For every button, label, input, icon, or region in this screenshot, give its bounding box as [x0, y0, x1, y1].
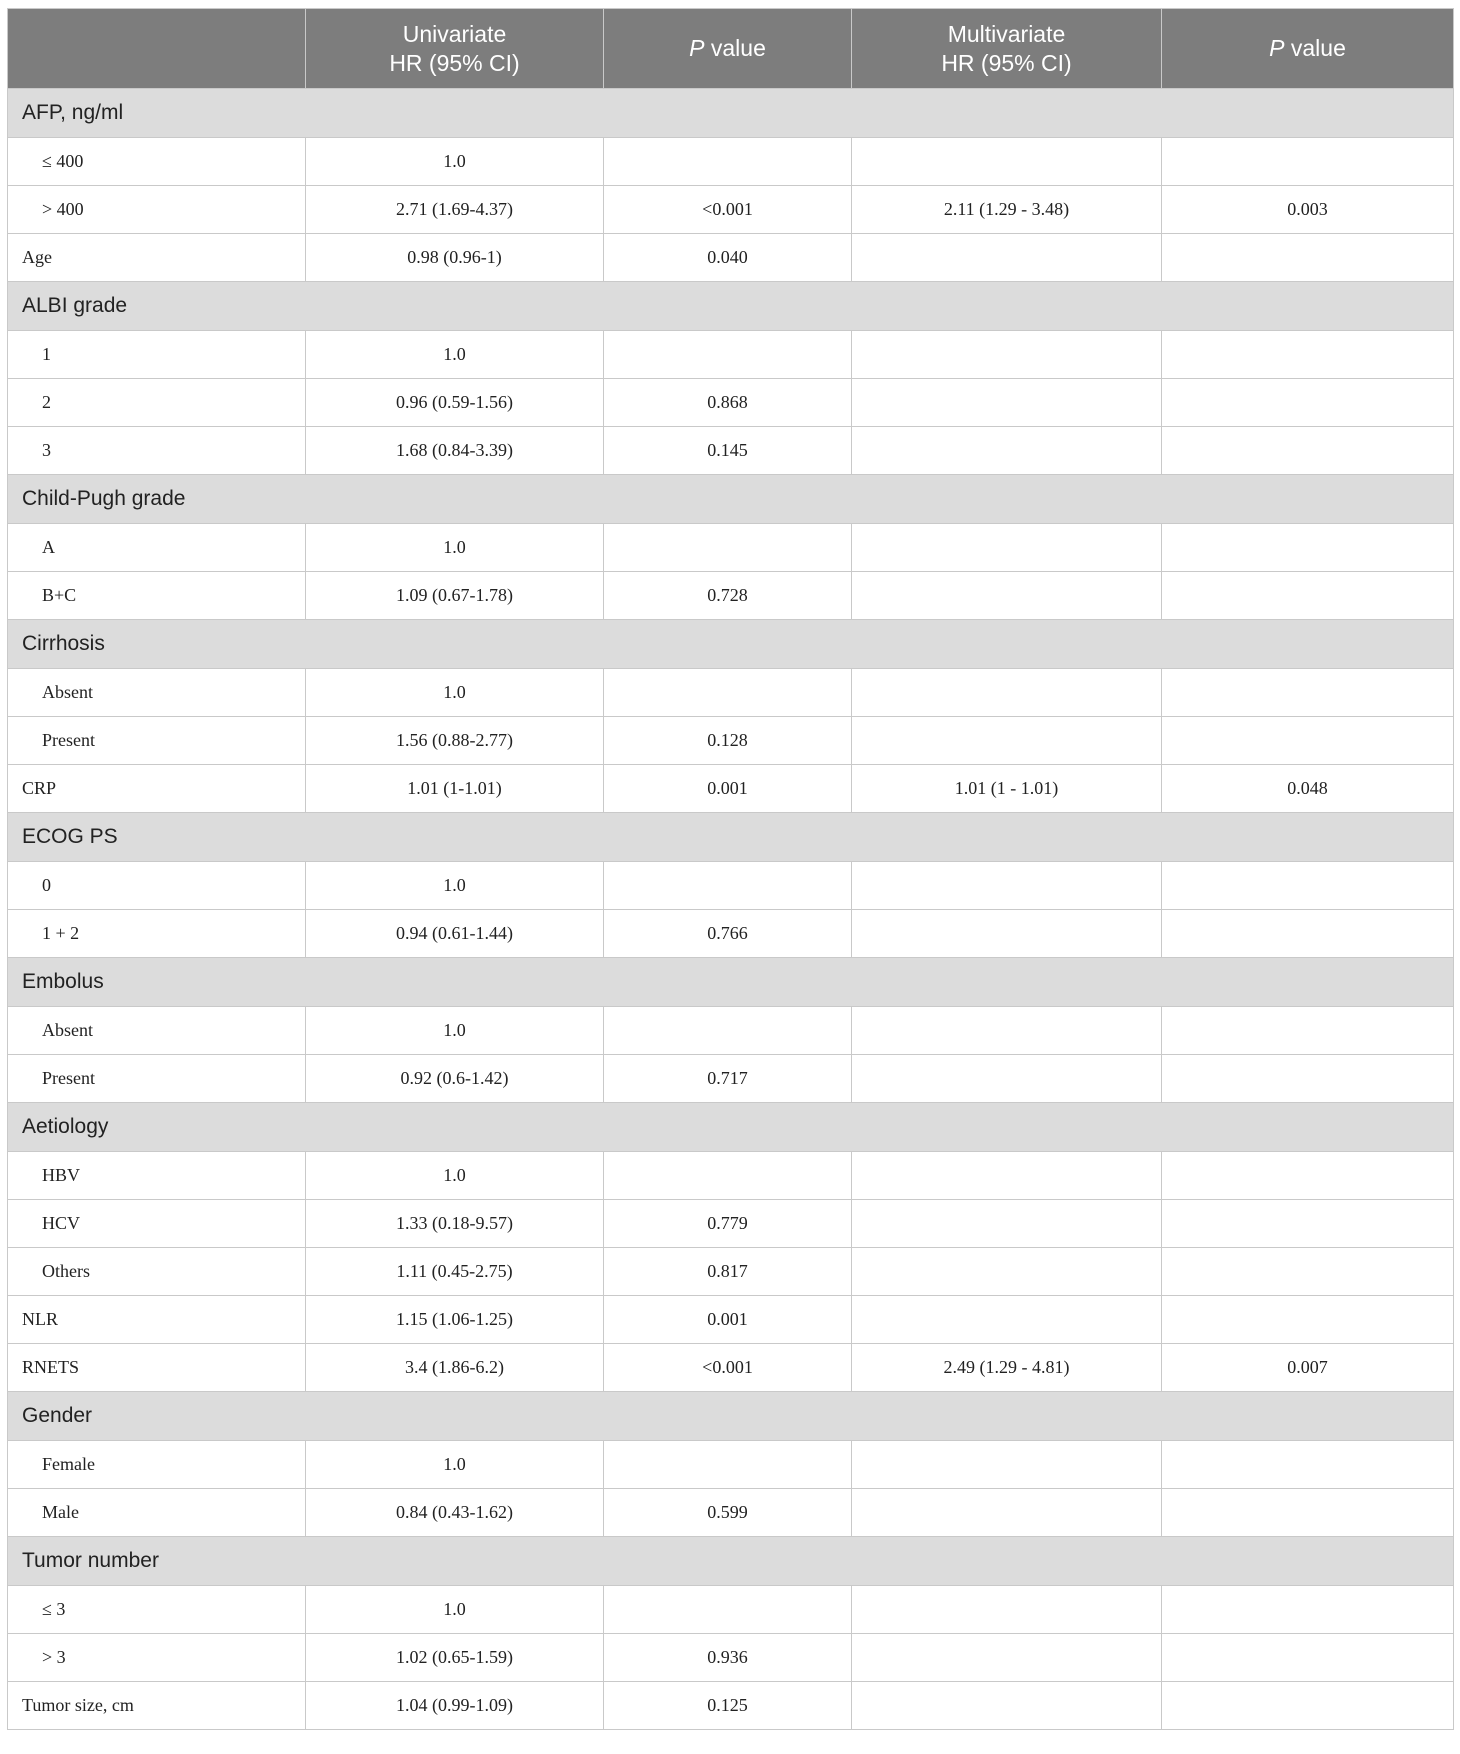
- table-row: [8, 1489, 1454, 1537]
- table-row: [8, 765, 1454, 813]
- variable-label: > 3: [8, 1634, 306, 1682]
- univariate-p-cell: [604, 862, 852, 910]
- multivariate-p-cell: [1162, 1248, 1454, 1296]
- multivariate-p-cell: [1162, 427, 1454, 475]
- multivariate-p-cell: [1162, 138, 1454, 186]
- univariate-hr-cell: 0.84 (0.43-1.62): [306, 1489, 604, 1537]
- univariate-p-cell: 0.145: [604, 427, 852, 475]
- multivariate-p-cell: [1162, 862, 1454, 910]
- univariate-p-cell: 0.001: [604, 1296, 852, 1344]
- section-label: Tumor number: [8, 1537, 1454, 1586]
- univariate-p-cell: 0.936: [604, 1634, 852, 1682]
- univariate-p-cell: 0.599: [604, 1489, 852, 1537]
- multivariate-p-cell: [1162, 379, 1454, 427]
- table-row: [8, 1248, 1454, 1296]
- multivariate-p-cell: [1162, 524, 1454, 572]
- table-row: [8, 1296, 1454, 1344]
- section-label: Aetiology: [8, 1103, 1454, 1152]
- multivariate-p-cell: [1162, 1200, 1454, 1248]
- univariate-hr-cell: 1.02 (0.65-1.59): [306, 1634, 604, 1682]
- univariate-hr-cell: 1.33 (0.18-9.57): [306, 1200, 604, 1248]
- variable-label: A: [8, 524, 306, 572]
- header-p-rest: value: [704, 35, 766, 61]
- variable-label: RNETS: [8, 1344, 306, 1392]
- variable-label: HCV: [8, 1200, 306, 1248]
- multivariate-p-cell: [1162, 717, 1454, 765]
- multivariate-p-cell: [1162, 1634, 1454, 1682]
- multivariate-hr-cell: [852, 1055, 1162, 1103]
- univariate-p-cell: 0.817: [604, 1248, 852, 1296]
- multivariate-p-cell: [1162, 1007, 1454, 1055]
- variable-label: Present: [8, 1055, 306, 1103]
- header-p-rest: value: [1284, 35, 1346, 61]
- table-body: [8, 89, 1454, 1730]
- multivariate-hr-cell: [852, 1441, 1162, 1489]
- table-row: [8, 1634, 1454, 1682]
- univariate-p-cell: [604, 138, 852, 186]
- multivariate-p-cell: [1162, 669, 1454, 717]
- multivariate-p-cell: [1162, 1682, 1454, 1730]
- variable-label: Tumor size, cm: [8, 1682, 306, 1730]
- regression-table-container: [7, 8, 1453, 1730]
- univariate-hr-cell: 0.96 (0.59-1.56): [306, 379, 604, 427]
- variable-label: 1 + 2: [8, 910, 306, 958]
- univariate-p-cell: [604, 1586, 852, 1634]
- header-row: [8, 9, 1454, 89]
- table-row: [8, 1152, 1454, 1200]
- multivariate-hr-cell: [852, 1586, 1162, 1634]
- table-row: [8, 1441, 1454, 1489]
- cox-regression-table: [7, 8, 1454, 1730]
- univariate-p-cell: 0.040: [604, 234, 852, 282]
- multivariate-p-cell: [1162, 1441, 1454, 1489]
- multivariate-hr-cell: [852, 1152, 1162, 1200]
- univariate-p-cell: <0.001: [604, 1344, 852, 1392]
- table-row: [8, 234, 1454, 282]
- multivariate-p-cell: 0.007: [1162, 1344, 1454, 1392]
- multivariate-hr-cell: [852, 1489, 1162, 1537]
- header-univariate-subtitle: HR (95% CI): [389, 49, 520, 76]
- multivariate-p-cell: [1162, 572, 1454, 620]
- variable-label: Female: [8, 1441, 306, 1489]
- variable-label: 3: [8, 427, 306, 475]
- variable-label: B+C: [8, 572, 306, 620]
- multivariate-p-cell: [1162, 331, 1454, 379]
- multivariate-hr-cell: [852, 138, 1162, 186]
- univariate-p-cell: 0.125: [604, 1682, 852, 1730]
- univariate-hr-cell: 1.0: [306, 524, 604, 572]
- table-row: [8, 1344, 1454, 1392]
- table-row: [8, 572, 1454, 620]
- multivariate-hr-cell: 2.49 (1.29 - 4.81): [852, 1344, 1162, 1392]
- variable-label: HBV: [8, 1152, 306, 1200]
- variable-label: 1: [8, 331, 306, 379]
- section-row: [8, 1392, 1454, 1441]
- header-multivariate-subtitle: HR (95% CI): [941, 49, 1072, 76]
- univariate-p-cell: 0.779: [604, 1200, 852, 1248]
- multivariate-hr-cell: [852, 572, 1162, 620]
- multivariate-p-cell: [1162, 910, 1454, 958]
- univariate-p-cell: [604, 1007, 852, 1055]
- multivariate-hr-cell: 2.11 (1.29 - 3.48): [852, 186, 1162, 234]
- table-row: [8, 862, 1454, 910]
- multivariate-p-cell: [1162, 234, 1454, 282]
- multivariate-hr-cell: [852, 1200, 1162, 1248]
- univariate-hr-cell: 1.0: [306, 669, 604, 717]
- variable-label: 2: [8, 379, 306, 427]
- header-p-italic: P: [1269, 35, 1285, 61]
- table-row: [8, 138, 1454, 186]
- header-multivariate-p: [1162, 9, 1454, 89]
- multivariate-p-cell: [1162, 1586, 1454, 1634]
- variable-label: ≤ 400: [8, 138, 306, 186]
- multivariate-hr-cell: [852, 862, 1162, 910]
- univariate-hr-cell: 1.11 (0.45-2.75): [306, 1248, 604, 1296]
- univariate-p-cell: 0.728: [604, 572, 852, 620]
- multivariate-p-cell: [1162, 1152, 1454, 1200]
- multivariate-hr-cell: [852, 1007, 1162, 1055]
- table-row: [8, 524, 1454, 572]
- table-row: [8, 1682, 1454, 1730]
- table-row: [8, 427, 1454, 475]
- variable-label: NLR: [8, 1296, 306, 1344]
- multivariate-hr-cell: [852, 331, 1162, 379]
- header-multivariate-hr: [852, 9, 1162, 89]
- header-univariate-title: Univariate: [402, 20, 507, 47]
- section-row: [8, 89, 1454, 138]
- univariate-hr-cell: 1.0: [306, 331, 604, 379]
- section-label: AFP, ng/ml: [8, 89, 1454, 138]
- section-label: ECOG PS: [8, 813, 1454, 862]
- section-row: [8, 1537, 1454, 1586]
- section-label: Gender: [8, 1392, 1454, 1441]
- multivariate-hr-cell: [852, 379, 1162, 427]
- table-row: [8, 331, 1454, 379]
- section-label: Cirrhosis: [8, 620, 1454, 669]
- variable-label: Absent: [8, 1007, 306, 1055]
- multivariate-hr-cell: [852, 427, 1162, 475]
- variable-label: > 400: [8, 186, 306, 234]
- variable-label: Others: [8, 1248, 306, 1296]
- header-univariate-hr: [306, 9, 604, 89]
- multivariate-hr-cell: [852, 234, 1162, 282]
- multivariate-hr-cell: [852, 669, 1162, 717]
- section-row: [8, 1103, 1454, 1152]
- multivariate-hr-cell: [852, 1682, 1162, 1730]
- univariate-hr-cell: 2.71 (1.69-4.37): [306, 186, 604, 234]
- variable-label: Present: [8, 717, 306, 765]
- univariate-hr-cell: 1.0: [306, 862, 604, 910]
- univariate-p-cell: [604, 524, 852, 572]
- univariate-hr-cell: 0.94 (0.61-1.44): [306, 910, 604, 958]
- section-label: Embolus: [8, 958, 1454, 1007]
- section-label: Child-Pugh grade: [8, 475, 1454, 524]
- univariate-hr-cell: 1.68 (0.84-3.39): [306, 427, 604, 475]
- univariate-p-cell: <0.001: [604, 186, 852, 234]
- variable-label: Absent: [8, 669, 306, 717]
- univariate-hr-cell: 3.4 (1.86-6.2): [306, 1344, 604, 1392]
- table-header: [8, 9, 1454, 89]
- univariate-p-cell: [604, 669, 852, 717]
- section-row: [8, 620, 1454, 669]
- header-p-italic: P: [689, 35, 705, 61]
- univariate-hr-cell: 1.01 (1-1.01): [306, 765, 604, 813]
- table-row: [8, 1055, 1454, 1103]
- multivariate-hr-cell: 1.01 (1 - 1.01): [852, 765, 1162, 813]
- multivariate-hr-cell: [852, 1248, 1162, 1296]
- univariate-p-cell: [604, 331, 852, 379]
- univariate-p-cell: [604, 1441, 852, 1489]
- section-row: [8, 958, 1454, 1007]
- univariate-p-cell: 0.001: [604, 765, 852, 813]
- univariate-p-cell: [604, 1152, 852, 1200]
- table-row: [8, 1200, 1454, 1248]
- table-row: [8, 669, 1454, 717]
- variable-label: Male: [8, 1489, 306, 1537]
- header-univariate-p: [604, 9, 852, 89]
- univariate-hr-cell: 1.0: [306, 1007, 604, 1055]
- univariate-p-cell: 0.766: [604, 910, 852, 958]
- table-row: [8, 379, 1454, 427]
- multivariate-p-cell: [1162, 1489, 1454, 1537]
- variable-label: CRP: [8, 765, 306, 813]
- table-row: [8, 717, 1454, 765]
- multivariate-hr-cell: [852, 717, 1162, 765]
- table-row: [8, 1007, 1454, 1055]
- multivariate-hr-cell: [852, 1296, 1162, 1344]
- table-row: [8, 186, 1454, 234]
- table-row: [8, 910, 1454, 958]
- variable-label: 0: [8, 862, 306, 910]
- univariate-p-cell: 0.717: [604, 1055, 852, 1103]
- multivariate-p-cell: 0.003: [1162, 186, 1454, 234]
- univariate-hr-cell: 0.98 (0.96-1): [306, 234, 604, 282]
- multivariate-hr-cell: [852, 910, 1162, 958]
- univariate-hr-cell: 1.09 (0.67-1.78): [306, 572, 604, 620]
- section-row: [8, 813, 1454, 862]
- univariate-hr-cell: 0.92 (0.6-1.42): [306, 1055, 604, 1103]
- univariate-hr-cell: 1.15 (1.06-1.25): [306, 1296, 604, 1344]
- univariate-p-cell: 0.128: [604, 717, 852, 765]
- header-multivariate-title: Multivariate: [947, 20, 1066, 47]
- section-row: [8, 475, 1454, 524]
- univariate-hr-cell: 1.0: [306, 1441, 604, 1489]
- multivariate-hr-cell: [852, 524, 1162, 572]
- variable-label: ≤ 3: [8, 1586, 306, 1634]
- multivariate-p-cell: 0.048: [1162, 765, 1454, 813]
- univariate-hr-cell: 1.0: [306, 1152, 604, 1200]
- univariate-hr-cell: 1.04 (0.99-1.09): [306, 1682, 604, 1730]
- univariate-hr-cell: 1.0: [306, 138, 604, 186]
- univariate-hr-cell: 1.0: [306, 1586, 604, 1634]
- header-variable: [8, 9, 306, 89]
- univariate-p-cell: 0.868: [604, 379, 852, 427]
- multivariate-hr-cell: [852, 1634, 1162, 1682]
- univariate-hr-cell: 1.56 (0.88-2.77): [306, 717, 604, 765]
- table-row: [8, 1586, 1454, 1634]
- variable-label: Age: [8, 234, 306, 282]
- multivariate-p-cell: [1162, 1055, 1454, 1103]
- multivariate-p-cell: [1162, 1296, 1454, 1344]
- section-row: [8, 282, 1454, 331]
- section-label: ALBI grade: [8, 282, 1454, 331]
